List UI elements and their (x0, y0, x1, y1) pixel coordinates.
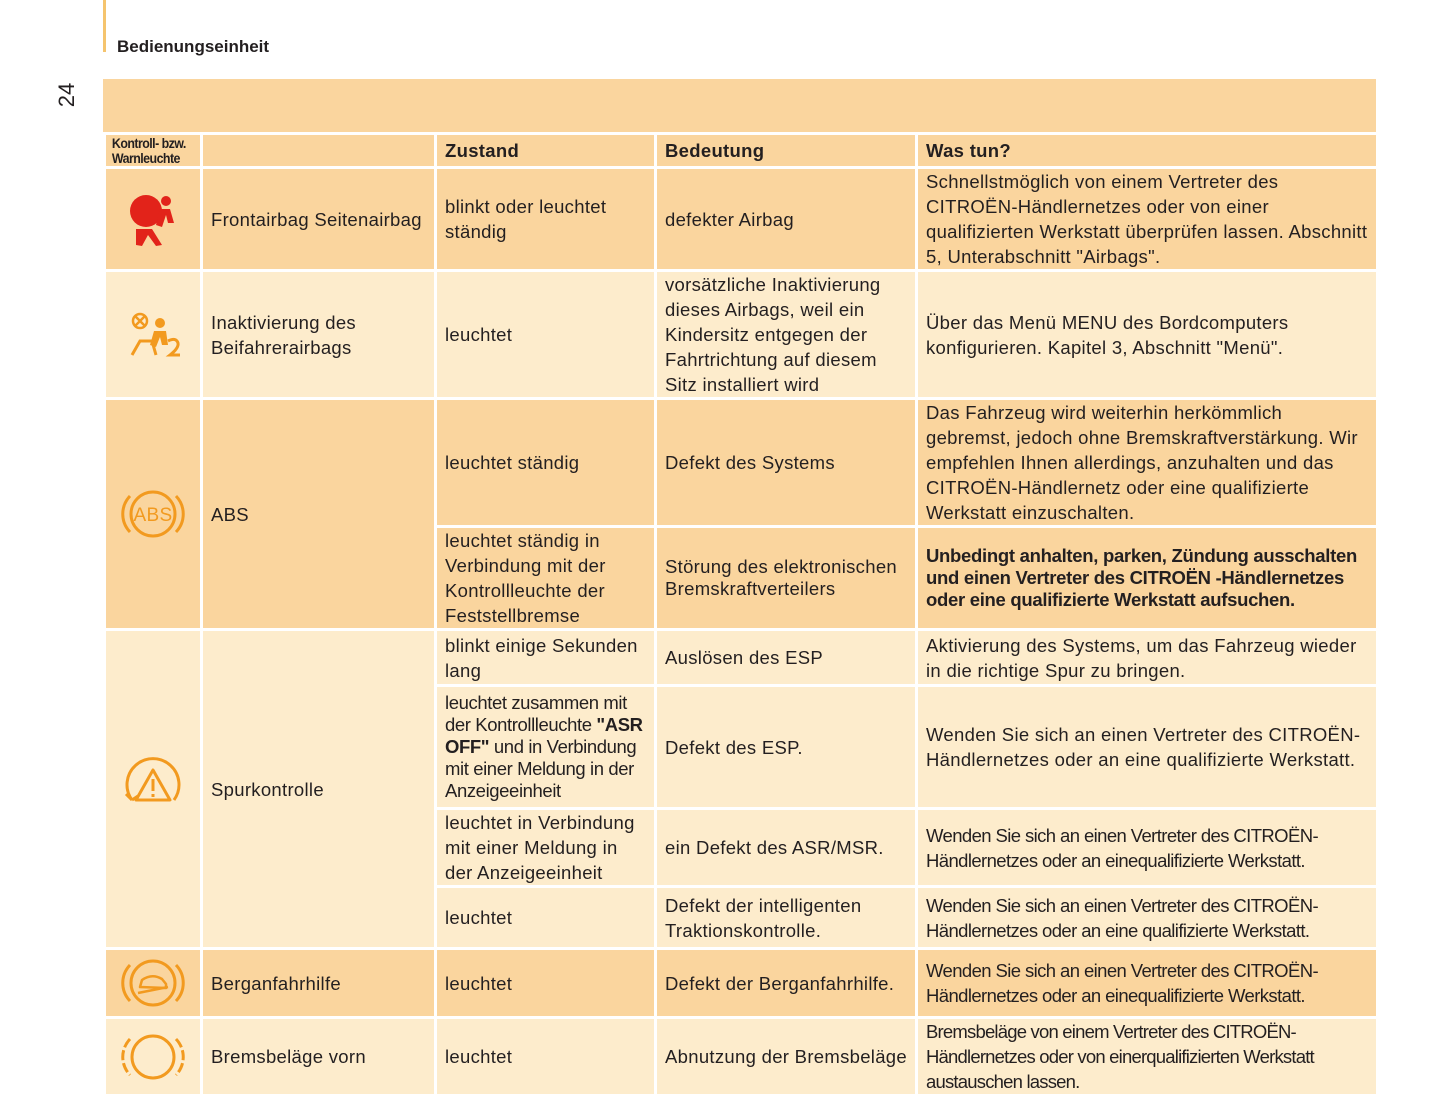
header-state: Zustand (436, 134, 656, 168)
row-name: Frontairbag Seitenairbag (202, 168, 436, 271)
row-state: leuchtet ständig (436, 399, 656, 527)
svg-text:ABS: ABS (133, 505, 173, 526)
row-state: leuchtet (436, 1018, 656, 1096)
brake-pad-wear-icon (105, 1018, 202, 1096)
state-text: leuchtet zusammen mit der Kontrollleuchte (445, 692, 627, 735)
row-meaning: Auslösen des ESP (656, 630, 917, 686)
table-row (105, 630, 1378, 686)
header-accent-bar (103, 0, 106, 52)
header-action: Was tun? (917, 134, 1378, 168)
row-action: Wenden Sie sich an einen Vertreter des CITROËN-Händlernetzes oder an eine qualifizierte Werkstatt. (917, 887, 1378, 949)
row-name: Inaktivierung des Beifahrerairbags (202, 271, 436, 399)
page-number: 24 (54, 82, 79, 108)
row-action: Über das Menü MENU des Bordcomputers konfigurieren. Kapitel 3, Abschnitt "Menü". (917, 271, 1378, 399)
row-meaning: defekter Airbag (656, 168, 917, 271)
table-row (105, 949, 1378, 1018)
header-name (202, 134, 436, 168)
warning-lights-table (103, 132, 1379, 1097)
row-action: Bremsbeläge von einem Vertreter des CITROËN-Händlernetzes oder von einerqualifizierten Werkstatt austauschen lassen. (917, 1018, 1378, 1096)
row-action: Schnellstmöglich von einem Vertreter des CITROËN-Händlernetzes oder von einer qualifizierten Werkstatt überprüfen lassen. Abschnitt 5, Unterabschnitt "Airbags". (917, 168, 1378, 271)
row-action: Wenden Sie sich an einen Vertreter des CITROËN-Händlernetzes oder an einequalifizierte Werkstatt. (917, 809, 1378, 887)
hill-assist-warning-icon (105, 949, 202, 1018)
row-state (436, 686, 656, 809)
row-meaning: vorsätzliche Inaktivierung dieses Airbags, weil ein Kindersitz entgegen der Fahrtrichtung auf diesem Sitz installiert wird (656, 271, 917, 399)
row-state: leuchtet (436, 887, 656, 949)
table-header-row (105, 134, 1378, 168)
row-state: leuchtet (436, 949, 656, 1018)
row-state: leuchtet in Verbindung mit einer Meldung in der Anzeigeeinheit (436, 809, 656, 887)
esp-warning-icon (105, 630, 202, 949)
row-name: Bremsbeläge vorn (202, 1018, 436, 1096)
row-meaning: Defekt des ESP. (656, 686, 917, 809)
passenger-airbag-off-icon (105, 271, 202, 399)
row-state: blinkt oder leuchtet ständig (436, 168, 656, 271)
table-banner (103, 79, 1376, 132)
section-title: Bedienungseinheit (117, 37, 270, 56)
row-action: Unbedingt anhalten, parken, Zündung ausschalten und einen Vertreter des CITROËN -Händlernetzes oder eine qualifizierte Werkstatt aufsuchen. (917, 527, 1378, 630)
airbag-warning-icon (105, 168, 202, 271)
row-action: Aktivierung des Systems, um das Fahrzeug wieder in die richtige Spur zu bringen. (917, 630, 1378, 686)
table-row (105, 271, 1378, 399)
row-meaning: Defekt der Berganfahrhilfe. (656, 949, 917, 1018)
table-row (105, 399, 1378, 527)
row-name: Berganfahrhilfe (202, 949, 436, 1018)
row-meaning: Abnutzung der Bremsbeläge (656, 1018, 917, 1096)
row-name: ABS (202, 399, 436, 630)
state-text: und in Verbindung mit einer Meldung in der Anzeigeeinheit (445, 736, 637, 801)
row-action: Das Fahrzeug wird weiterhin herkömmlich gebremst, jedoch ohne Bremskraftverstärkung. Wir empfehlen Ihnen allerdings, anzuhalten und das CITROËN-Händlernetz oder eine qualifizierte Werkstatt einzuschalten. (917, 399, 1378, 527)
row-state: leuchtet (436, 271, 656, 399)
row-meaning: Defekt der intelligenten Traktionskontrolle. (656, 887, 917, 949)
state-text-emphasis: "ASR OFF" (445, 714, 643, 757)
header-meaning: Bedeutung (656, 134, 917, 168)
row-name: Spurkontrolle (202, 630, 436, 949)
table-row (105, 168, 1378, 271)
table-row (105, 1018, 1378, 1096)
row-meaning: Störung des elektronischen Bremskraftverteilers (656, 527, 917, 630)
row-action: Wenden Sie sich an einen Vertreter des CITROËN-Händlernetzes oder an eine qualifizierte Werkstatt. (917, 686, 1378, 809)
header-symbol: Kontroll- bzw. Warnleuchte (105, 134, 194, 168)
abs-warning-icon (105, 399, 202, 630)
row-meaning: ein Defekt des ASR/MSR. (656, 809, 917, 887)
row-state: blinkt einige Sekunden lang (436, 630, 656, 686)
row-action: Wenden Sie sich an einen Vertreter des CITROËN-Händlernetzes oder an einequalifizierte Werkstatt. (917, 949, 1378, 1018)
row-state: leuchtet ständig in Verbindung mit der Kontrollleuchte der Feststellbremse (436, 527, 656, 630)
row-meaning: Defekt des Systems (656, 399, 917, 527)
